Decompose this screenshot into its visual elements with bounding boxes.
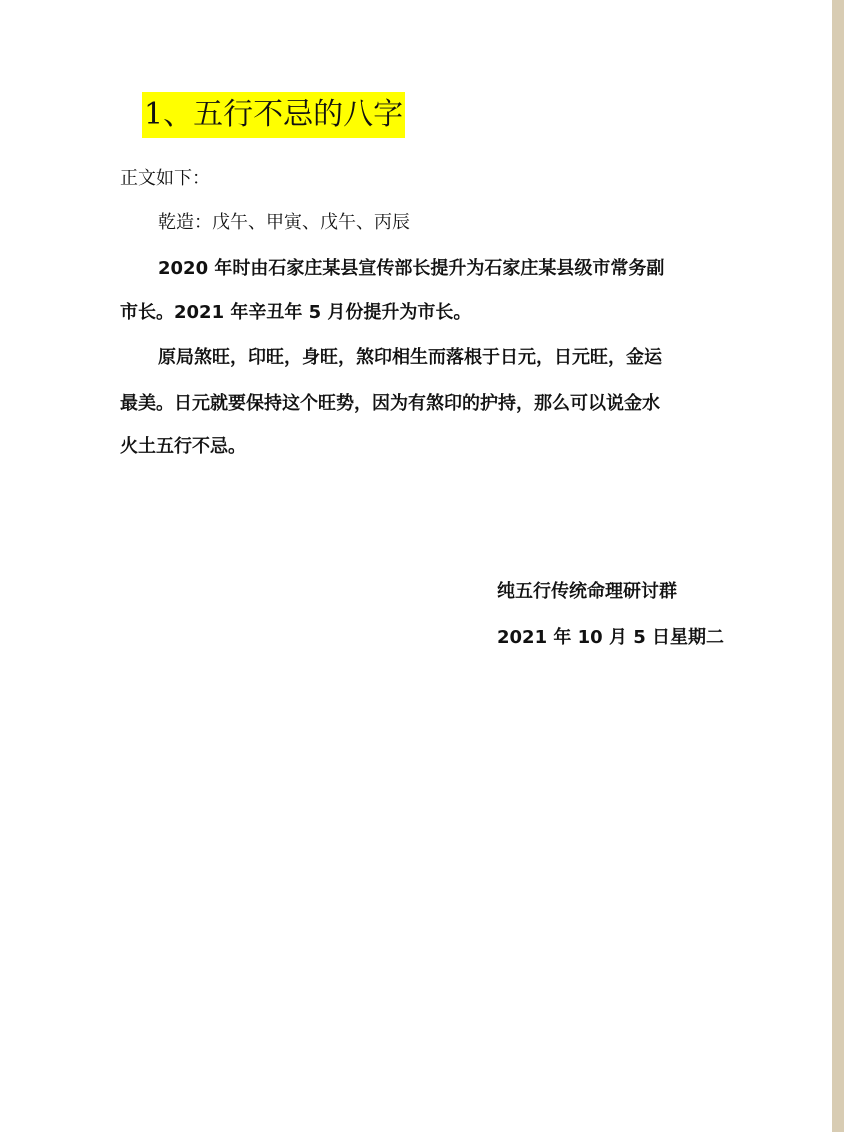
paragraph-2-line-2: 最美。日元就要保持这个旺势，因为有煞印的护持，那么可以说金水 [120, 393, 660, 414]
page-edge-strip [832, 0, 844, 1132]
document-heading: 1、五行不忌的八字 [142, 92, 405, 138]
intro-text: 正文如下： [120, 168, 210, 189]
signature-group: 纯五行传统命理研讨群 [497, 581, 677, 602]
paragraph-2-line-1: 原局煞旺，印旺，身旺，煞印相生而落根于日元，日元旺，金运 [158, 347, 662, 368]
paragraph-2-line-3: 火土五行不忌。 [120, 436, 246, 457]
paragraph-1-line-2: 市长。2021 年辛丑年 5 月份提升为市长。 [120, 302, 472, 323]
paragraph-1-line-1: 2020 年时由石家庄某县宣传部长提升为石家庄某县级市常务副 [158, 258, 665, 279]
signature-date: 2021 年 10 月 5 日星期二 [497, 627, 725, 648]
qianzao-line: 乾造：戊午、甲寅、戊午、丙辰 [158, 212, 410, 233]
